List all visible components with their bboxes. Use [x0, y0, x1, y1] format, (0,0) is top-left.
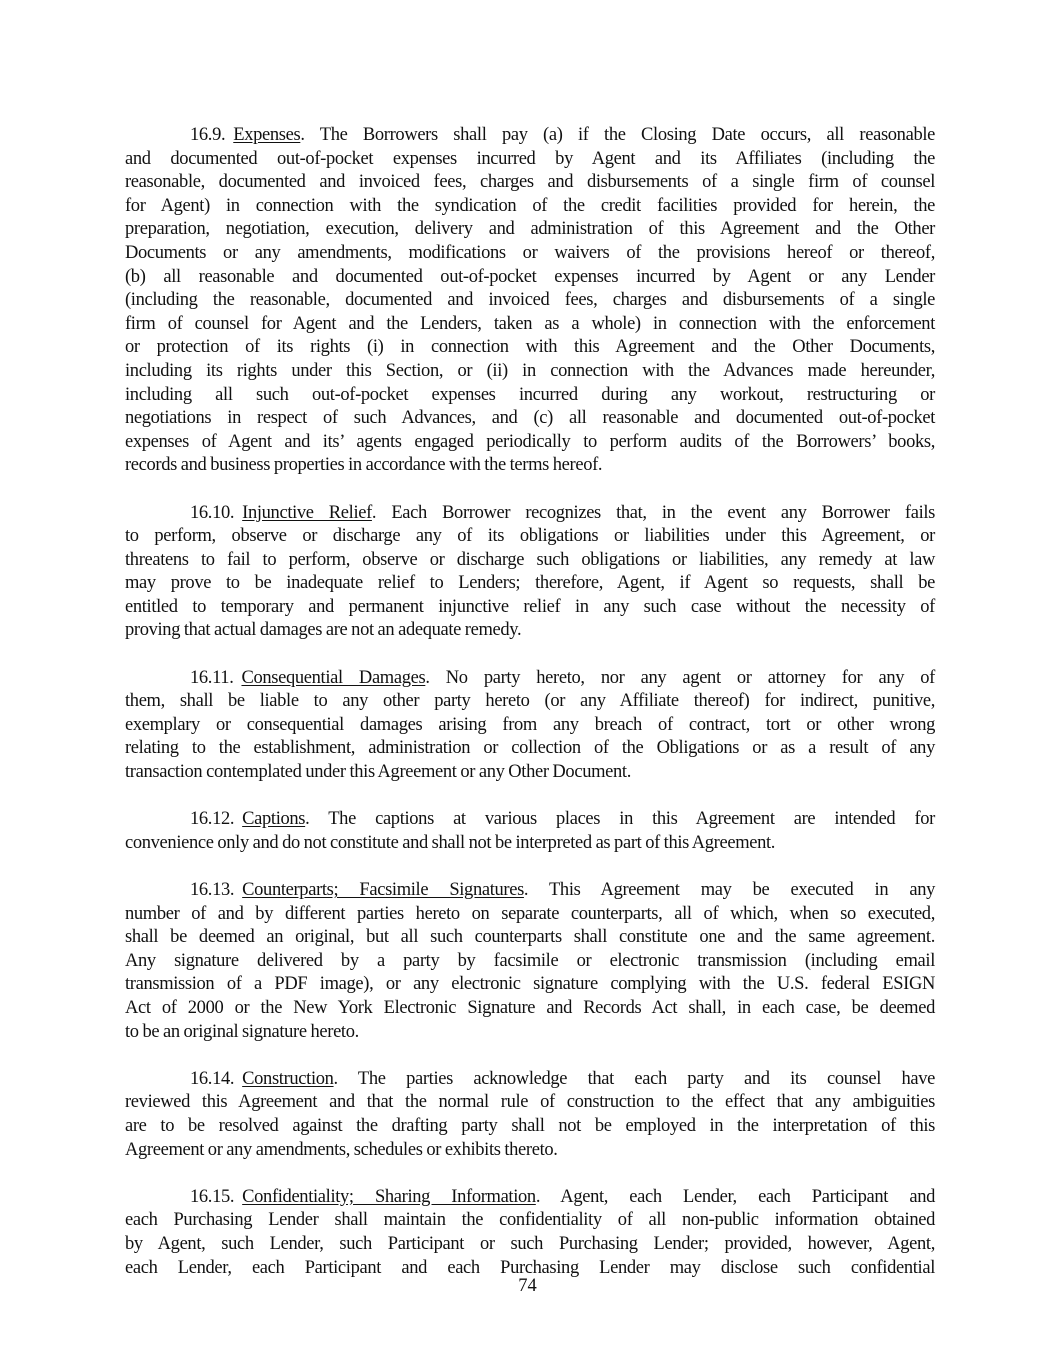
- section-lead-text: . No party hereto, nor any agent or attorney for any of: [425, 667, 935, 688]
- paragraph-line: number of and by different parties hereto on separate counterparts, all of which, when so executed,: [125, 903, 935, 924]
- section-lead-text: . The Borrowers shall pay (a) if the Closing Date occurs, all reasonable: [300, 125, 935, 145]
- section-title: Injunctive Relief: [242, 502, 372, 523]
- section-paragraph: [125, 879, 935, 1044]
- section-lead-text: . The parties acknowledge that each party and its counsel have: [333, 1068, 935, 1089]
- paragraph-line: exemplary or consequential damages arising from any breach of contract, tort or other wrong: [125, 714, 935, 735]
- section-lead-text: . The captions at various places in this Agreement are intended for: [305, 809, 935, 830]
- paragraph-line: or protection of its rights (i) in connection with this Agreement and the Other Documents,: [125, 337, 935, 358]
- paragraph-line: convenience only and do not constitute and shall not be interpreted as part of this Agreement.: [125, 832, 776, 853]
- paragraph-line: preparation, negotiation, execution, delivery and administration of this Agreement and the Other: [125, 219, 935, 240]
- section-paragraph: [125, 502, 935, 644]
- paragraph-first-line: [125, 1186, 935, 1210]
- paragraph-line: Any signature delivered by a party by facsimile or electronic transmission (including email: [125, 950, 935, 971]
- paragraph-first-line: [125, 502, 935, 526]
- section-title: Captions: [242, 809, 306, 830]
- page-number: 74: [518, 1276, 537, 1296]
- paragraph-line: to be an original signature hereto.: [125, 1021, 359, 1042]
- section-number: 16.9.: [190, 125, 226, 145]
- section-number: 16.12.: [190, 809, 235, 830]
- paragraph-line: are to be resolved against the drafting party shall not be employed in the interpretation of this: [125, 1115, 935, 1136]
- section-lead-text: . Each Borrower recognizes that, in the event any Borrower fails: [371, 502, 935, 523]
- paragraph-line: them, shall be liable to any other party hereto (or any Affiliate thereof) for indirect, punitive,: [125, 691, 935, 712]
- paragraph-first-line: [125, 124, 935, 148]
- paragraph-line: to perform, observe or discharge any of its obligations or liabilities under this Agreement, or: [125, 526, 935, 547]
- section-title: Counterparts; Facsimile Signatures: [242, 880, 524, 900]
- document-page: [125, 124, 935, 1304]
- paragraph-line: and documented out-of-pocket expenses incurred by Agent and its Affiliates (including the: [125, 148, 935, 169]
- section-paragraph: [125, 1068, 935, 1162]
- section-number: 16.11.: [190, 667, 234, 688]
- paragraph-line: Act of 2000 or the New York Electronic Signature and Records Act shall, in each case, be deemed: [125, 997, 935, 1018]
- paragraph-line: by Agent, such Lender, such Participant or such Purchasing Lender; provided, however, Agent,: [125, 1233, 935, 1254]
- section-number: 16.10.: [190, 502, 235, 523]
- paragraph-line: for Agent) in connection with the syndication of the credit facilities provided for herein, the: [125, 195, 935, 216]
- paragraph-line: (b) all reasonable and documented out-of-pocket expenses incurred by Agent or any Lender: [125, 266, 935, 287]
- section-title: Consequential Damages: [241, 667, 426, 688]
- paragraph-line: reviewed this Agreement and that the normal rule of construction to the effect that any ambiguities: [125, 1092, 935, 1113]
- paragraph-line: entitled to temporary and permanent injunctive relief in any such case without the necessity of: [125, 596, 935, 617]
- section-number: 16.14.: [190, 1068, 235, 1089]
- paragraph-line: may prove to be inadequate relief to Lenders; therefore, Agent, if Agent so requests, shall be: [125, 573, 935, 594]
- section-title: Expenses: [233, 125, 301, 145]
- paragraph-line: (including the reasonable, documented and invoiced fees, charges and disbursements of a single: [125, 290, 935, 311]
- paragraph-first-line: [125, 879, 935, 903]
- paragraph-line: transaction contemplated under this Agreement or any Other Document.: [125, 762, 631, 783]
- paragraph-line: transmission of a PDF image), or any electronic signature complying with the U.S. federal ESIGN: [125, 974, 935, 995]
- paragraph-line: Documents or any amendments, modifications or waivers of the provisions hereof or thereof,: [125, 242, 935, 263]
- section-title: Construction: [242, 1068, 334, 1089]
- section-paragraph: [125, 808, 935, 855]
- section-title: Confidentiality; Sharing Information: [242, 1186, 536, 1207]
- section-paragraph: [125, 667, 935, 785]
- paragraph-line: threatens to fail to perform, observe or discharge such obligations or liabilities, any remedy at law: [125, 549, 935, 570]
- paragraph-line: relating to the establishment, administration or collection of the Obligations or as a result of any: [125, 738, 935, 759]
- paragraph-line: including all such out-of-pocket expenses incurred during any workout, restructuring or: [125, 384, 935, 405]
- section-lead-text: . This Agreement may be executed in any: [523, 880, 935, 900]
- paragraph-line: firm of counsel for Agent and the Lenders, taken as a whole) in connection with the enforcement: [125, 313, 935, 334]
- paragraph-line: reasonable, documented and invoiced fees, charges and disbursements of a single firm of counsel: [125, 172, 935, 193]
- paragraph-line: records and business properties in accordance with the terms hereof.: [125, 455, 603, 476]
- paragraph-first-line: [125, 808, 935, 832]
- section-lead-text: . Agent, each Lender, each Participant and: [535, 1186, 935, 1207]
- paragraph-line: proving that actual damages are not an adequate remedy.: [125, 620, 522, 641]
- paragraph-first-line: [125, 1068, 935, 1092]
- section-number: 16.13.: [190, 880, 235, 900]
- paragraph-line: negotiations in respect of such Advances, and (c) all reasonable and documented out-of-pocket: [125, 408, 935, 429]
- paragraph-line: including its rights under this Section, or (ii) in connection with the Advances made hereunder,: [125, 360, 935, 381]
- paragraph-line: each Lender, each Participant and each Purchasing Lender may disclose such confidential: [125, 1257, 935, 1278]
- paragraph-first-line: [125, 667, 935, 691]
- paragraph-line: each Purchasing Lender shall maintain the confidentiality of all non-public information obtained: [125, 1210, 935, 1231]
- section-paragraph: [125, 124, 935, 478]
- paragraph-line: Agreement or any amendments, schedules or exhibits thereto.: [125, 1139, 558, 1160]
- paragraph-line: expenses of Agent and its’ agents engaged periodically to perform audits of the Borrowers’ books,: [125, 431, 935, 452]
- section-number: 16.15.: [190, 1186, 235, 1207]
- section-paragraph: [125, 1186, 935, 1280]
- paragraph-line: shall be deemed an original, but all such counterparts shall constitute one and the same agreement.: [125, 927, 935, 948]
